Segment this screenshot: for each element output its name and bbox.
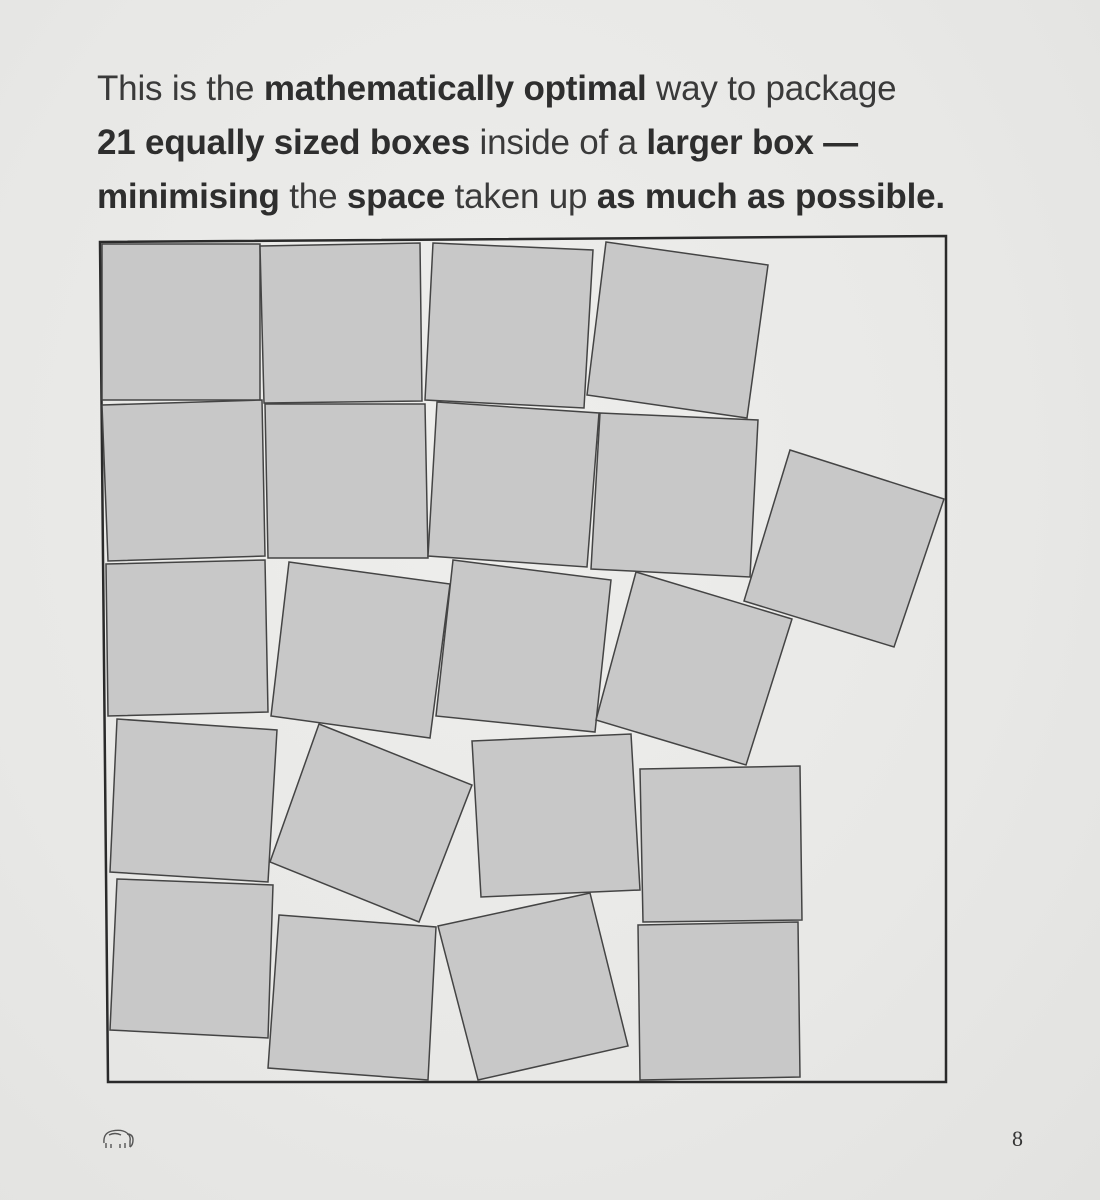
intro-text: This is the: [97, 69, 264, 108]
inner-box-4: [587, 242, 768, 418]
intro-emphasis: mathematically optimal: [263, 69, 647, 108]
inner-box-7: [428, 402, 599, 567]
inner-box-21: [638, 922, 800, 1080]
inner-box-15: [270, 724, 472, 922]
inner-box-1: [102, 244, 260, 400]
inner-box-16: [472, 734, 640, 897]
intro-text: taken up: [445, 177, 597, 216]
intro-text: way to package: [646, 69, 897, 108]
inner-box-12: [436, 560, 611, 732]
intro-text: inside of a: [470, 123, 647, 162]
inner-boxes: [102, 242, 944, 1080]
intro-text: the: [279, 177, 347, 216]
inner-box-5: [102, 400, 265, 561]
inner-box-6: [265, 404, 428, 558]
inner-box-20: [438, 893, 628, 1080]
intro-emphasis: space: [346, 177, 446, 216]
page-number: 8: [1012, 1126, 1023, 1151]
intro-emphasis: as much as possible.: [596, 177, 945, 216]
inner-box-2: [260, 243, 422, 403]
intro-emphasis: minimising: [97, 177, 280, 216]
intro-emphasis: 21 equally sized boxes: [97, 123, 470, 162]
inner-box-18: [110, 879, 273, 1038]
inner-box-17: [640, 766, 802, 922]
inner-box-10: [106, 560, 268, 716]
inner-box-8: [591, 413, 758, 577]
inner-box-19: [268, 915, 436, 1080]
inner-box-11: [271, 562, 450, 738]
intro-emphasis: larger box —: [646, 123, 858, 162]
inner-box-14: [110, 719, 277, 882]
inner-box-3: [425, 243, 593, 408]
elephant-icon: [100, 1125, 136, 1151]
